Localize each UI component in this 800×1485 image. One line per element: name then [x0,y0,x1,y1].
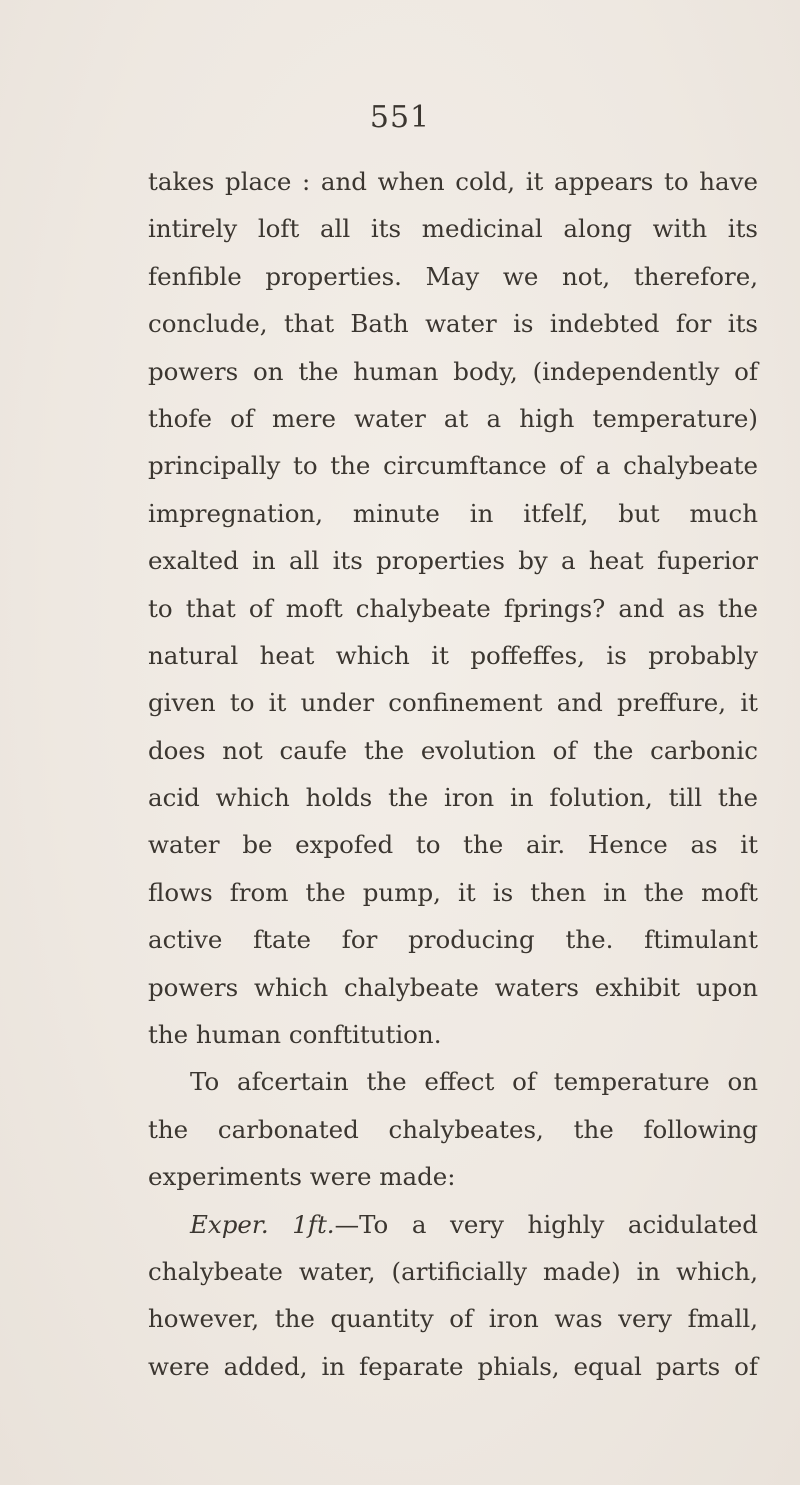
text-line: impregnation, minute in itfelf, but much [148,498,758,528]
text-line: flows from the pump, it is then in the moft [148,877,758,907]
text-line: takes place : and when cold, it appears to have [148,167,758,196]
experiment-heading-line [148,1201,758,1248]
body-text [148,158,758,1390]
text-line: water be expofed to the air. Hence as it [148,830,758,860]
text-line: were added, in feparate phials, equal parts of [148,1351,758,1381]
text-line: principally to the circumftance of a chalybeate [148,451,758,481]
text-line: the carbonated chalybeates, the following [148,1114,758,1144]
text-line: thofe of mere water at a high temperature) [148,403,758,433]
text-line: powers on the human body, (independently of [148,356,758,386]
text-line: does not caufe the evolution of the carbonic [148,735,758,765]
experiment-text: —To a very highly acidulated [334,1209,758,1239]
text-line: however, the quantity of iron was very fmall, [148,1304,758,1334]
text-line: experiments were made: [148,1162,456,1192]
text-line: conclude, that Bath water is indebted for its [148,309,758,339]
text-line: fenfible properties. May we not, therefore, [148,261,758,291]
text-line: natural heat which it poffeffes, is probably [148,640,758,670]
experiment-label: Exper. 1ft. [190,1209,335,1239]
text-line: powers which chalybeate waters exhibit upon [148,972,758,1002]
text-line: to that of moft chalybeate fprings? and as the [148,593,758,623]
paragraph-first-line: To afcertain the effect of temperature on [190,1067,758,1097]
text-line: intirely loft all its medicinal along with its [148,214,758,244]
text-line: the human conftitution. [148,1020,442,1050]
text-line: chalybeate water, (artificially made) in which, [148,1256,758,1286]
text-line: acid which holds the iron in folution, till the [148,783,758,813]
text-line: given to it under confinement and preffure, it [148,688,758,718]
text-line: active ftate for producing the. ftimulant [148,925,758,955]
page-number: 551 [369,100,431,135]
text-line: exalted in all its properties by a heat fuperior [148,546,758,576]
